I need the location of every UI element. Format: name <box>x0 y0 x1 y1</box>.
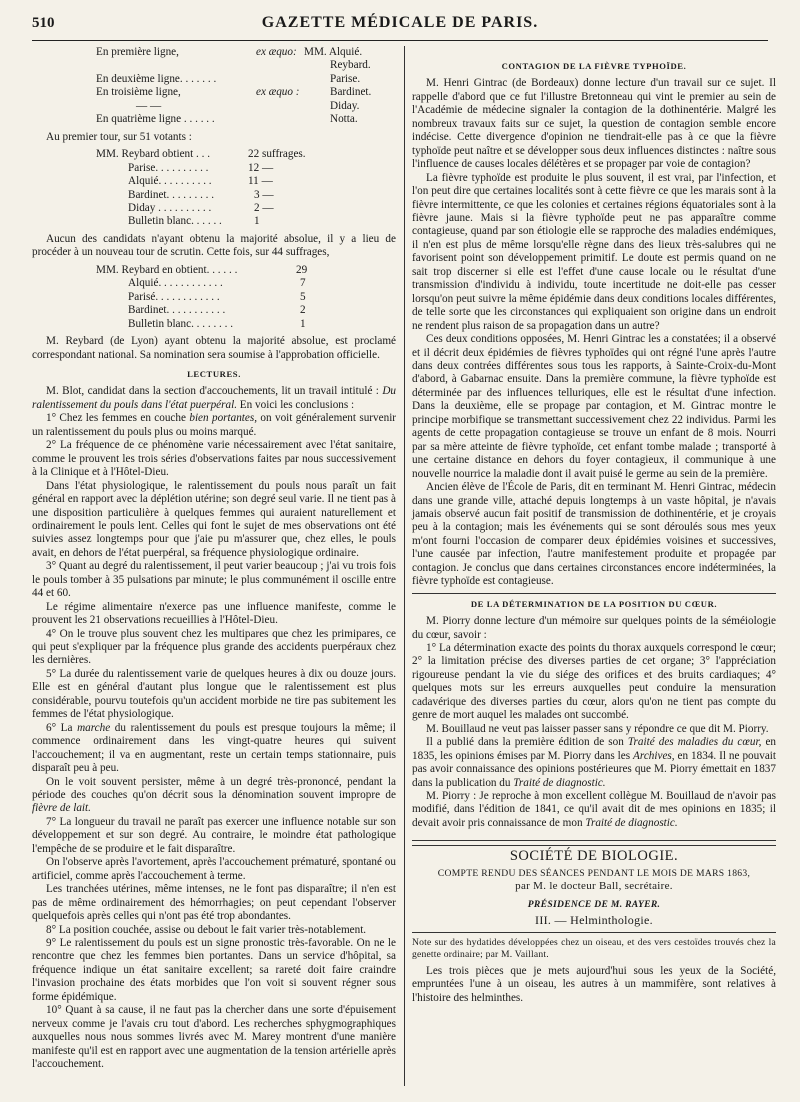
vote-row: MM. Reybard obtient . . . 22 suffrages. <box>96 148 306 161</box>
left-column <box>32 46 396 1072</box>
rank-row: Reybard. <box>330 59 371 72</box>
rank-row: En quatrième ligne . . . . . . Notta. <box>96 113 358 126</box>
section-heading-typhoid: CONTAGION DE LA FIÈVRE TYPHOÏDE. <box>501 61 687 71</box>
conclusion-7: 7° La longueur du travail ne paraît pas exercer une influence notable sur son développement et sur son degré. Au contraire, le moindre état pathologique l'empêche de se produire et le fait disparaître. <box>32 815 396 855</box>
rank-row: — — Diday. <box>136 99 360 112</box>
heart-p2: 1° La détermination exacte des points du thorax auxquels correspond le cœur; 2° la limitation précise des diverses parties de cet organe; 3° l'appréciation rigoureuse pendant la vie du siége des orifices et des bruits cardiaques; 4° quelques mots sur les erreurs auxquelles peut conduire la mensuration cadavérique des diverses parties du cœur, alors qu'on ne tient pas compte du genre de mort auquel les malades ont succombé. <box>412 642 776 722</box>
reybard-paragraph: M. Reybard (de Lyon) ayant obtenu la majorité absolue, est proclamé correspondant national. Sa nomination sera soumise à l'approbation officielle. <box>32 335 396 361</box>
society-secretary: par M. le docteur Ball, secrétaire. <box>515 880 673 893</box>
divider <box>412 845 776 846</box>
vote-row: Diday . . . . . . . . . . 2 — <box>128 201 274 214</box>
conclusion-1: 1° Chez les femmes en couche bien portantes, on voit généralement survenir un ralentissement du pouls plus ou moins marqué. <box>32 412 397 438</box>
vote-row: Bardinet. . . . . . . . . . . 2 <box>128 304 306 317</box>
vote-row: Bulletin blanc. . . . . . . . 1 <box>128 317 306 330</box>
page-number: 510 <box>32 15 55 31</box>
typhoid-p1: M. Henri Gintrac (de Bordeaux) donne lecture d'un travail sur ce sujet. Il rappelle d'abord que ce fut l'illustre Bretonneau qui vint le premier au sein de l'Académie de médecine signaler la contagion de la dothinentérie. Malgré les nombreux travaux faits sur ce sujet, la question de contagion semble encore indécise. Cette divergence d'opinion ne tiendrait-elle pas à ce que la fièvre typhoïde peut naître et se développer sous deux influences distinctes : naître sous l'influence de causes locales délétères et se propager par voie de contagion? <box>412 77 776 171</box>
ranking-list <box>32 46 396 127</box>
conclusion-7c: Les tranchées utérines, même intenses, ne le font pas disparaître; il n'en est pas de même ordinairement des hémorrhagies; on peut cependant l'observer quelquefois après celles qui n'ont pas été trop abondantes. <box>32 883 396 923</box>
conclusion-6: 6° La marche du ralentissement du pouls est presque toujours la même; il commence ordinairement dans les vingt-quatre heures qui suivent l'accouchement; il va en augmentant, reste un certain temps stationnaire, puis disparaît peu à peu. <box>32 721 396 775</box>
column-divider <box>404 46 405 1086</box>
divider <box>412 840 776 841</box>
rank-row: En troisième ligne, ex æquo : Bardinet. <box>96 86 372 99</box>
right-column <box>412 46 776 1005</box>
note-title: Note sur des hydatides développées chez un oiseau, et des vers cestoïdes trouvés chez la genette ordinaire; par M. Vaillant. <box>412 936 776 960</box>
conclusion-5: 5° La durée du ralentissement varie de quelques heures à dix ou douze jours. Elle est en général d'autant plus longue que le ralentissement est plus considérable, pourvu toutefois qu'un accident morbide ne tire pas subitement les femmes de l'état physiologique. <box>32 667 396 721</box>
running-title: GAZETTE MÉDICALE DE PARIS. <box>261 14 539 31</box>
presidency: PRÉSIDENCE DE M. RAYER. <box>527 898 661 910</box>
votes-round-2 <box>32 264 396 331</box>
rank-row: En première ligne, ex æquo: MM. Alquié. <box>96 46 363 58</box>
first-round-text: Au premier tour, sur 51 votants : <box>46 130 192 143</box>
conclusion-4: 4° On le trouve plus souvent chez les multipares que chez les primipares, ce qui peut s'expliquer par la fréquence plus grande des accidents puerpéraux chez les dernières. <box>32 627 396 667</box>
typhoid-p3: Ces deux conditions opposées, M. Henri Gintrac les a constatées; il a observé et il décrit deux épidémies de fièvres typhoïdes qui ont régné l'une après l'autre dans deux contrées différentes sous tous les rapports, à Sainte-Croix-du-Mont d'abord, à Gabarnac ensuite. Dans la première commune, la fièvre typhoïde est déterminée par des influences telluriques, elle est le résultat d'une infection. Dans la deuxième, elle se propage par contagion, et M. Gintrac montre le principe morbifique se transmettant successivement chez 22 individus. Parmi les agents de cette propagation contagieuse se trouve un enfant de 8 mois. Nourri par sa mère atteinte de fièvre typhoïde, cet enfant tombe malade ; transporté à une certaine distance en dehors du foyer contagieux, il communique à une nouvelle nourrice la maladie dont il avait puisé le germe au sein de la première. <box>412 333 776 480</box>
heart-p3: M. Bouillaud ne veut pas laisser passer sans y répondre ce que dit M. Piorry. <box>426 722 769 735</box>
typhoid-p2: La fièvre typhoïde est produite le plus souvent, il est vrai, par l'infection, et l'on peut dire que certaines localités sont à cette fièvre ce que les marais sont à la fièvre intermittente, ce que les colonies et certaines régions équatoriales sont à la fièvre jaune. Mais si la fièvre typhoïde peut ne pas apparaître comme contagieuse, quand par son étiologie elle se rapproche des maladies endémiques, il n'en est plus de même lorsqu'elle règne dans des lieux très-salubres qui ne favorisent point son développement primitif. Le doute est permis quand on ne sait trop discerner si elle est l'effet d'une cause locale ou le résultat d'une transmission d'individu à individu, toute incertitude ne doit-elle pas cesser lorsqu'on peut suivre la même épidémie dans deux conditions locales différentes, de telle sorte que les circonstances qui expliquaient son origine dans un endroit ne rendent plus raison de sa propagation dans un autre? <box>412 171 776 332</box>
divider <box>412 593 776 594</box>
vote-row: Parise. . . . . . . . . . 12 — <box>128 161 274 174</box>
closing-paragraph: Les trois pièces que je mets aujourd'hui sous les yeux de la Société, empruntées l'une à un oiseau, les autres à un mammifère, sont relatives à l'histoire des helminthes. <box>412 964 776 1004</box>
conclusion-3b: Le régime alimentaire n'exerce pas une influence manifeste, comme le prouvent les 21 observations recueillies à l'Hôtel-Dieu. <box>32 600 396 627</box>
helminthology-heading: III. — Helminthologie. <box>535 913 653 928</box>
no-majority-paragraph: Aucun des candidats n'ayant obtenu la majorité absolue, il y a lieu de procéder à un nouveau tour de scrutin. Cette fois, sur 44 suffrages, <box>32 232 396 259</box>
heart-p5: M. Piorry : Je reproche à mon excellent collègue M. Bouillaud de n'avoir pas modifié, dans l'édition de 1841, ce qu'il avait dit de mes opinions en 1835; il devait avoir pris connaissance de mon Traité de diagnostic. <box>412 790 776 829</box>
society-title: SOCIÉTÉ DE BIOLOGIE. <box>509 848 679 865</box>
vote-row: Bulletin blanc. . . . . . 1 <box>128 215 260 228</box>
vote-row: Bardinet. . . . . . . . . 3 — <box>128 188 274 201</box>
heart-p4: Il a publié dans la première édition de son Traité des maladies du cœur, en 1835, les opinions émises par M. Piorry dans les Archives, en 1834. Il ne pouvait pas avoir connaissance des opinions postérieures que M. Piorry émettait en 1837 dans la publication du Traité de diagnostic. <box>412 736 777 789</box>
typhoid-p4: Ancien élève de l'École de Paris, dit en terminant M. Henri Gintrac, médecin dans une grande ville, attaché depuis longtemps à un vaste hôpital, je n'avais jamais observé aucun fait positif de transmission de dothinentérie, et je croyais peu à la contagion; mais les événements qui se sont déroulés sous mes yeux m'ont fourni l'occasion de comparer deux épidémies voisines et successives, l'une causée par infection, l'autre manifestement produite et propagée par contagion. Je conclus que dans certaines circonstances encore indéterminées, la fièvre typhoïde est contagieuse. <box>412 481 776 588</box>
page-header <box>32 14 768 41</box>
conclusion-3: 3° Quant au degré du ralentissement, il peut varier beaucoup ; j'ai vu trois fois le pouls tomber à 35 pulsations par minute; le plus communément il oscille entre 44 et 60. <box>32 560 396 600</box>
heart-p1: M. Piorry donne lecture d'un mémoire sur quelques points de la séméiologie du cœur, savoir : <box>412 615 776 641</box>
conclusion-10: 10° Quant à sa cause, il ne faut pas la chercher dans une sorte d'épuisement nerveux comme je l'avais cru tout d'abord. Les recherches sphygmographiques auxquelles nous nous sommes livrés avec M. Marey montrent d'une manière manifeste qu'il est en rapport avec une augmentation de la tension artérielle après l'accouchement. <box>32 1004 396 1071</box>
conclusion-8: 8° La position couchée, assise ou debout le fait varier très-notablement. <box>46 923 367 936</box>
section-heading-heart: DE LA DÉTERMINATION DE LA POSITION DU CŒUR. <box>470 598 718 609</box>
section-heading-lectures: LECTURES. <box>187 368 241 379</box>
conclusion-2: 2° La fréquence de ce phénomène varie nécessairement avec l'état sanitaire, comme le prouvent les trois séries d'observations faites par nous successivement à la Clinique et à l'Hôtel-Dieu. <box>32 439 396 479</box>
conclusion-6c: On le voit souvent persister, même à un degré très-prononcé, pendant la période des couches qu'on décrit sous la dénomination souvent impropre de fièvre de lait. <box>32 775 396 815</box>
vote-row: Alquié. . . . . . . . . . . . 7 <box>128 277 306 290</box>
rank-row: En deuxième ligne. . . . . . . Parise. <box>96 72 361 85</box>
society-subtitle: COMPTE RENDU DES SÉANCES PENDANT LE MOIS DE MARS 1863, <box>437 867 751 879</box>
votes-round-1 <box>32 148 396 229</box>
vote-row: Parisé. . . . . . . . . . . . 5 <box>128 290 306 303</box>
conclusion-7b: On l'observe après l'avortement, après l'accouchement prématuré, spontané ou artificiel, comme après l'accouchement à terme. <box>32 856 396 882</box>
divider <box>412 932 776 933</box>
vote-row: Alquié. . . . . . . . . . 11 — <box>128 175 273 188</box>
vote-row: MM. Reybard en obtient. . . . . . 29 <box>96 263 308 276</box>
conclusion-2b: Dans l'état physiologique, le ralentissement du pouls nous paraît un fait général en rapport avec la déplétion utérine; son degré seul varie. Il ne tient pas à une disposition particulière à quelques femmes qui auraient naturellement et ordinairement le pouls lent. Celles qui font le sujet de mes observations ont été suivies assez longtemps pour que j'aie pu m'assurer que, chez elles, le pouls avait, en dehors de l'état puerpéral, sa fréquence physiologique ordinaire. <box>32 479 396 559</box>
blot-intro: M. Blot, candidat dans la section d'accouchements, lit un travail intitulé : Du ralentissement du pouls dans l'état puerpéral. En voici les conclusions : <box>32 385 397 411</box>
conclusion-9: 9° Le ralentissement du pouls est un signe pronostic très-favorable. On ne le rencontre que chez les femmes bien portantes. Dans un service d'hôpital, sa fréquence indique un état sanitaire excellent; sa rareté doit faire craindre l'invasion prochaine des états morbides que l'on voit si souvent régner sous forme épidémique. <box>32 937 396 1003</box>
